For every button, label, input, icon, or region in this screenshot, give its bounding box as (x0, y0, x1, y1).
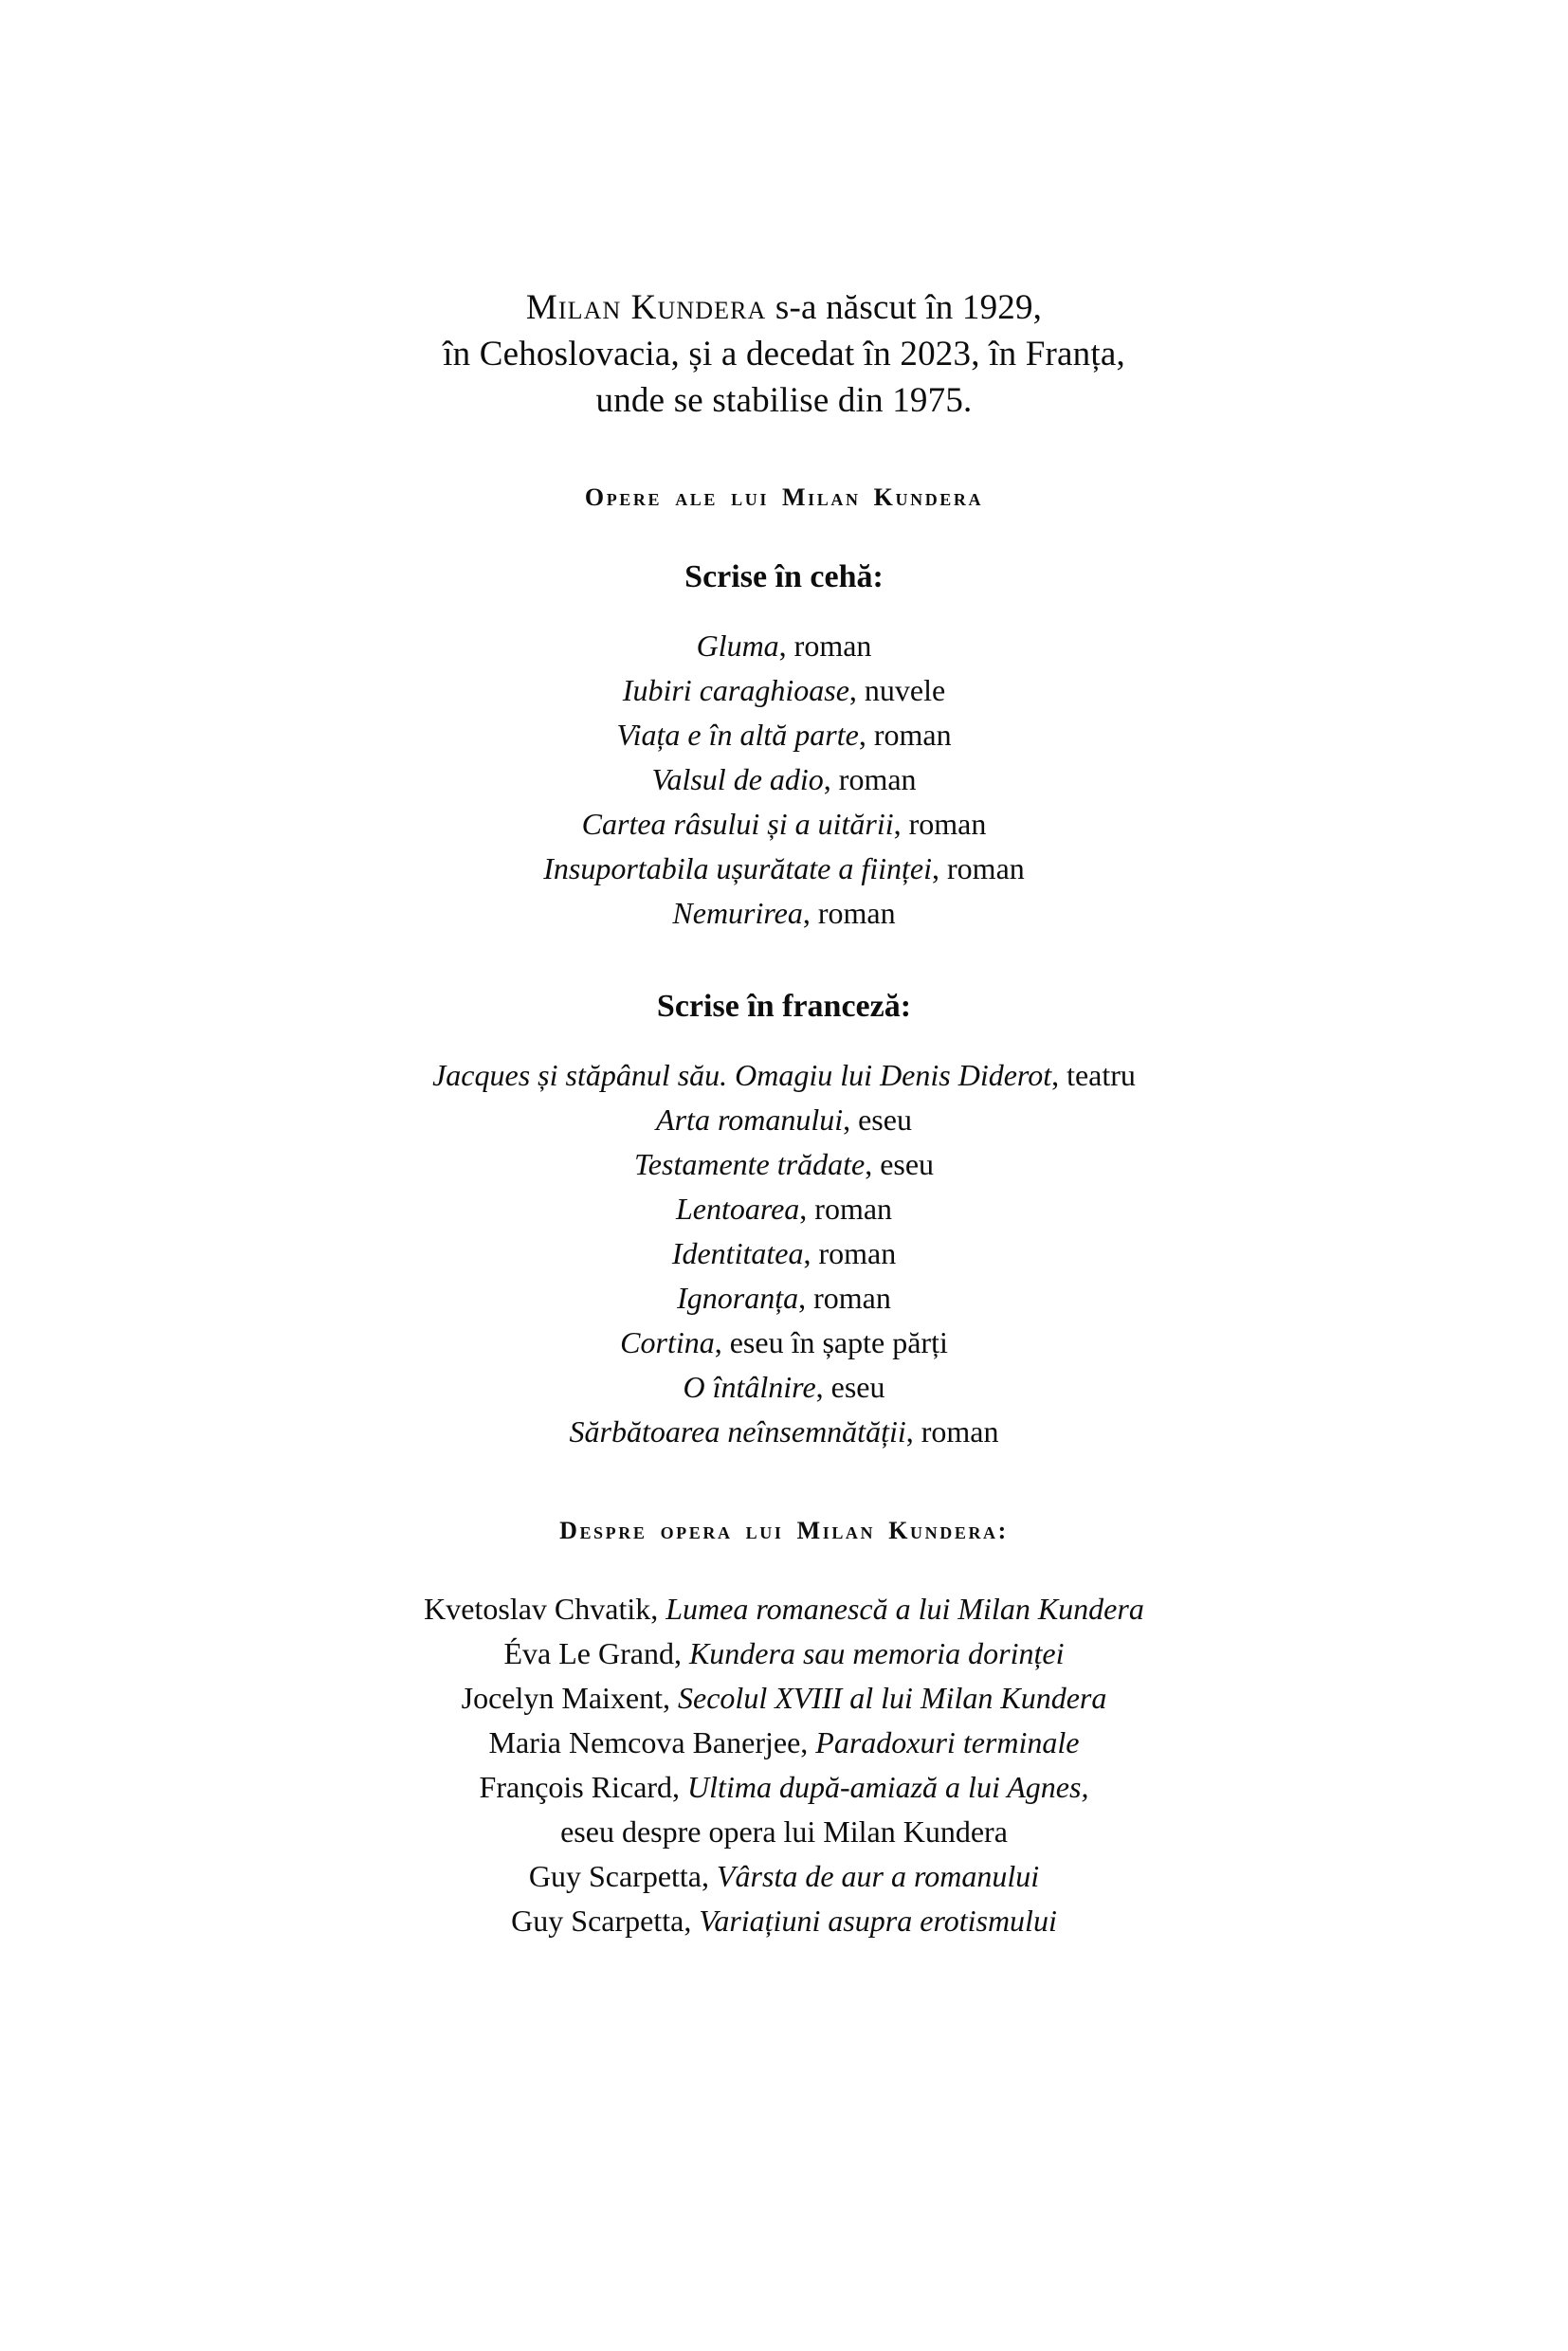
list-item (218, 1321, 1350, 1365)
critic-title: Variațiuni asupra erotismului (699, 1904, 1057, 1939)
work-title: Arta romanului (656, 1102, 844, 1137)
list-item (218, 1765, 1350, 1810)
critic-title: Kundera sau memoria dorinței (688, 1635, 1065, 1670)
critic-subtitle: eseu despre opera lui Milan Kundera (560, 1814, 1008, 1850)
list-item (218, 1899, 1350, 1943)
bio-line-2: în Cehoslovacia, și a decedat în 2023, în Franța, (443, 335, 1125, 374)
list-item (218, 1676, 1350, 1721)
work-title: Identitatea (671, 1235, 804, 1270)
work-genre: , roman (893, 806, 987, 841)
work-title: Iubiri caraghioase (622, 672, 849, 707)
critic-author: Maria Nemcova Banerjee, (488, 1724, 816, 1759)
work-title: O întâlnire (683, 1369, 816, 1404)
list-item (218, 1854, 1350, 1899)
critic-author: François Ricard, (479, 1770, 688, 1805)
work-title: Sărbătoarea neînsemnătății (569, 1413, 906, 1449)
critic-title: Lumea romanescă a lui Milan Kundera (665, 1591, 1144, 1626)
author-biography (218, 284, 1350, 425)
work-genre: , nuvele (848, 672, 946, 707)
critic-author: Jocelyn Maixent, (461, 1680, 679, 1715)
criticism-heading: Despre opera lui Milan Kundera: (559, 1516, 1009, 1544)
works-heading: Opere ale lui Milan Kundera (584, 483, 984, 511)
work-genre: , eseu (815, 1369, 885, 1404)
work-title: Testamente trădate (633, 1146, 866, 1181)
list-item (218, 1053, 1350, 1098)
work-title: Nemurirea (672, 895, 803, 930)
work-title: Lentoarea (675, 1191, 800, 1226)
work-genre: , roman (802, 895, 896, 930)
list-item (218, 1721, 1350, 1765)
work-genre: , roman (803, 1235, 897, 1270)
work-title: Gluma (696, 628, 779, 663)
author-name: Milan Kundera (525, 288, 767, 327)
list-item (218, 1276, 1350, 1321)
critic-title: Vârsta de aur a romanului (717, 1859, 1040, 1894)
list-item (218, 1410, 1350, 1454)
czech-subheading: Scrise în cehă: (684, 558, 884, 594)
list-item (218, 757, 1350, 802)
work-genre: , eseu (843, 1102, 912, 1137)
work-genre: , roman (798, 1280, 891, 1315)
work-genre: , roman (799, 1191, 893, 1226)
list-item (218, 802, 1350, 847)
critic-author: Éva Le Grand, (503, 1635, 689, 1670)
work-title: Jacques și stăpânul său. Omagiu lui Denis Diderot (432, 1057, 1052, 1092)
work-genre: , roman (905, 1413, 999, 1449)
critic-title: Secolul XVIII al lui Milan Kundera (678, 1680, 1107, 1715)
work-title: Valsul de adio (651, 761, 824, 796)
work-genre: , eseu în șapte părți (714, 1324, 948, 1359)
work-genre: , roman (932, 850, 1025, 885)
critic-author: Guy Scarpetta, (528, 1859, 717, 1894)
work-title: Cartea râsului și a uitării (581, 806, 894, 841)
list-item (218, 1098, 1350, 1142)
list-item (218, 1587, 1350, 1631)
list-item (218, 668, 1350, 713)
work-genre: , roman (858, 717, 952, 752)
czech-works-list (218, 624, 1350, 936)
work-genre: , roman (823, 761, 917, 796)
list-item (218, 1810, 1350, 1854)
list-item (218, 891, 1350, 936)
list-item (218, 847, 1350, 891)
list-item (218, 1231, 1350, 1276)
bio-line-1-rest: s-a născut în 1929, (766, 288, 1043, 327)
work-genre: , eseu (865, 1146, 935, 1181)
french-works-list (218, 1053, 1350, 1454)
critic-title: Paradoxuri terminale (815, 1724, 1080, 1759)
list-item (218, 1187, 1350, 1231)
french-subheading: Scrise în franceză: (656, 988, 912, 1024)
work-title: Ignoranța (677, 1280, 799, 1315)
bio-line-1 (218, 284, 1350, 331)
list-item (218, 1365, 1350, 1410)
list-item (218, 1142, 1350, 1187)
critic-title: Ultima după-amiază a lui Agnes, (687, 1770, 1089, 1805)
critic-author: Guy Scarpetta, (511, 1904, 700, 1939)
work-title: Insuportabila ușurătate a ființei (543, 850, 933, 885)
list-item (218, 713, 1350, 757)
list-item (218, 1631, 1350, 1676)
work-title: Cortina (620, 1324, 715, 1359)
criticism-list (218, 1587, 1350, 1943)
list-item (218, 624, 1350, 668)
work-genre: , teatru (1051, 1057, 1136, 1092)
critic-author: Kvetoslav Chvatik, (424, 1591, 666, 1626)
bio-line-3: unde se stabilise din 1975. (595, 381, 973, 421)
work-title: Viața e în altă parte (616, 717, 859, 752)
work-genre: , roman (778, 628, 872, 663)
